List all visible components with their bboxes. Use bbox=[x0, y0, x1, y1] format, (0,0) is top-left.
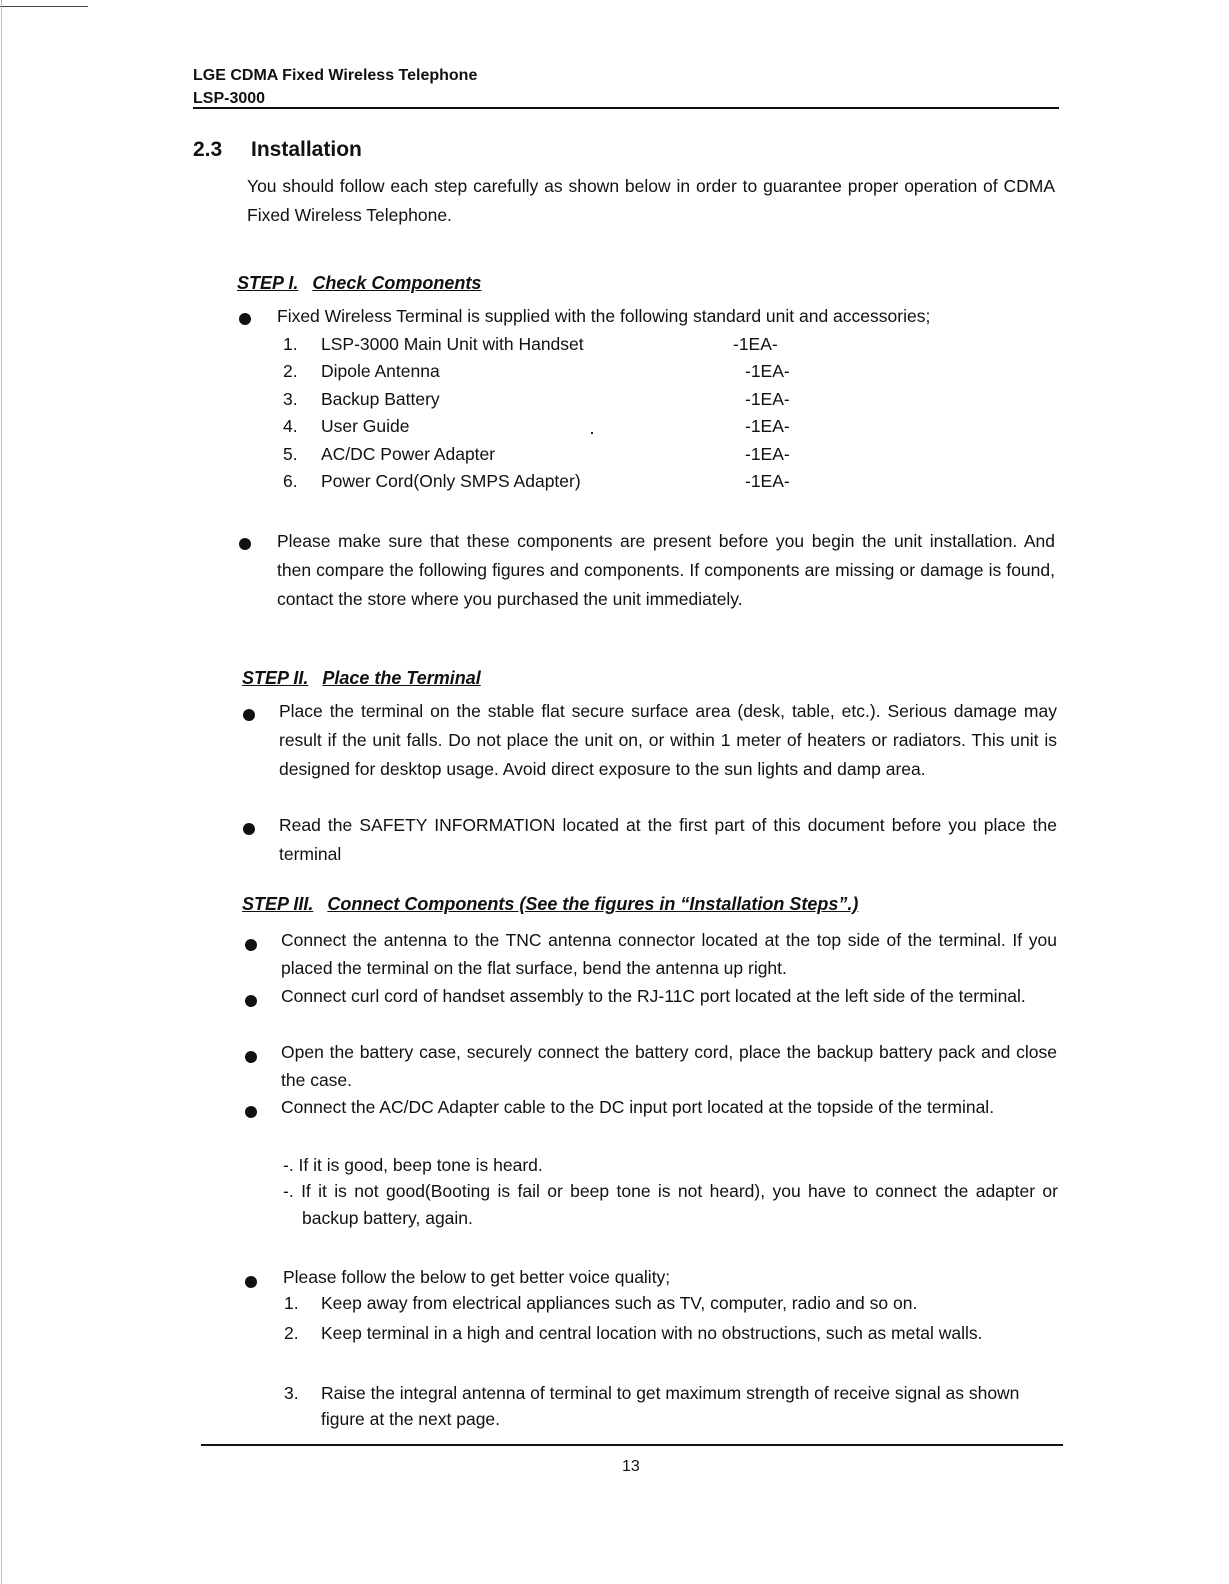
footer-rule bbox=[201, 1444, 1063, 1446]
step-3-heading bbox=[242, 894, 858, 915]
step-2-heading bbox=[242, 668, 481, 689]
list-item bbox=[283, 468, 843, 495]
quality-number: 2. bbox=[284, 1323, 299, 1343]
list-item bbox=[283, 413, 843, 440]
step-1-bullet-1: Fixed Wireless Terminal is supplied with the following standard unit and accessories; bbox=[277, 306, 931, 326]
component-name: Backup Battery bbox=[321, 388, 440, 409]
section-title: Installation bbox=[251, 138, 362, 161]
list-item bbox=[283, 441, 843, 468]
page-number: 13 bbox=[622, 1458, 640, 1475]
step-3-bullet-1: Connect the antenna to the TNC antenna connector located at the top side of the terminal. If you placed the terminal on the flat surface, bend the antenna up right. bbox=[281, 930, 1057, 978]
component-name: Dipole Antenna bbox=[321, 361, 440, 382]
step-1-title: Check Components bbox=[312, 273, 482, 293]
component-name: User Guide bbox=[321, 416, 410, 437]
component-number: 3. bbox=[283, 388, 298, 409]
component-number: 4. bbox=[283, 416, 298, 437]
step-2-bullet-2: Read the SAFETY INFORMATION located at the first part of this document before you place the terminal bbox=[279, 815, 1057, 864]
step-2-title: Place the Terminal bbox=[322, 668, 481, 688]
step-2-bullet-1: Place the terminal on the stable flat secure surface area (desk, table, etc.). Serious damage may result if the unit falls. Do not place the unit on, or within 1 meter of heaters or radiators. This unit is designed for desktop usage. Avoid direct exposure to the sun lights and damp area. bbox=[279, 701, 1057, 779]
component-number: 5. bbox=[283, 443, 298, 464]
scan-speck bbox=[591, 432, 593, 434]
step-3-title: Connect Components (See the figures in “Installation Steps”.) bbox=[327, 894, 859, 914]
section-heading bbox=[193, 138, 362, 162]
component-quantity: -1EA- bbox=[745, 361, 790, 382]
bullet-icon bbox=[243, 823, 255, 835]
list-item bbox=[283, 331, 843, 358]
components-list bbox=[283, 331, 843, 495]
component-quantity: -1EA- bbox=[745, 470, 790, 491]
step-3-label: STEP III. bbox=[242, 894, 314, 914]
list-item bbox=[284, 1320, 1059, 1372]
scan-edge-line bbox=[1, 0, 2, 1584]
bullet-icon bbox=[245, 1106, 257, 1118]
step-3-note-1: -. If it is good, beep tone is heard. bbox=[283, 1155, 543, 1175]
header-model: LSP-3000 bbox=[193, 90, 266, 107]
step-3-bullet-5: Please follow the below to get better voice quality; bbox=[283, 1267, 671, 1287]
step-2-label: STEP II. bbox=[242, 668, 309, 688]
step-3-note-2: -. If it is not good(Booting is fail or beep tone is not heard), you have to connect the adapter or backup battery, again. bbox=[283, 1181, 1058, 1228]
component-number: 2. bbox=[283, 361, 298, 382]
component-quantity: -1EA- bbox=[733, 334, 778, 354]
bullet-icon bbox=[243, 709, 255, 721]
component-number: 1. bbox=[283, 334, 298, 354]
scan-edge-mark bbox=[0, 6, 88, 7]
quality-number: 3. bbox=[284, 1383, 299, 1403]
step-1-bullet-2: Please make sure that these components are present before you begin the unit installation. And then compare the following figures and components. If components are missing or damage is found, contact the store where you purchased the unit immediately. bbox=[277, 531, 1055, 609]
component-quantity: -1EA- bbox=[745, 416, 790, 437]
step-3-bullet-3: Open the battery case, securely connect the battery cord, place the backup battery pack and close the case. bbox=[281, 1042, 1057, 1090]
list-item bbox=[283, 358, 843, 385]
header-rule bbox=[193, 107, 1059, 109]
list-item bbox=[283, 386, 843, 413]
quality-number: 1. bbox=[284, 1293, 299, 1313]
voice-quality-list bbox=[284, 1290, 1059, 1429]
component-quantity: -1EA- bbox=[745, 388, 790, 409]
component-name: AC/DC Power Adapter bbox=[321, 443, 496, 464]
bullet-icon bbox=[245, 939, 257, 951]
component-number: 6. bbox=[283, 470, 298, 491]
header-product-line: LGE CDMA Fixed Wireless Telephone bbox=[193, 67, 478, 84]
quality-text: Keep terminal in a high and central location with no obstructions, such as metal walls. bbox=[321, 1323, 983, 1343]
list-item bbox=[284, 1290, 1059, 1316]
section-number: 2.3 bbox=[193, 138, 223, 161]
document-header bbox=[193, 64, 477, 110]
list-item bbox=[284, 1380, 1059, 1432]
component-quantity: -1EA- bbox=[745, 443, 790, 464]
quality-text: Keep away from electrical appliances such as TV, computer, radio and so on. bbox=[321, 1293, 918, 1313]
section-intro: You should follow each step carefully as shown below in order to guarantee proper operation of CDMA Fixed Wireless Telephone. bbox=[247, 176, 1055, 225]
bullet-icon bbox=[239, 538, 251, 550]
step-1-label: STEP I. bbox=[237, 273, 299, 293]
bullet-icon bbox=[245, 1276, 257, 1288]
quality-text: Raise the integral antenna of terminal to get maximum strength of receive signal as shown figure at the next page. bbox=[321, 1383, 1020, 1429]
step-3-bullet-4: Connect the AC/DC Adapter cable to the DC input port located at the topside of the terminal. bbox=[281, 1097, 995, 1117]
step-3-bullet-2: Connect curl cord of handset assembly to the RJ-11C port located at the left side of the terminal. bbox=[281, 986, 1026, 1006]
bullet-icon bbox=[245, 995, 257, 1007]
component-name: Power Cord(Only SMPS Adapter) bbox=[321, 470, 581, 491]
bullet-icon bbox=[245, 1051, 257, 1063]
step-1-heading bbox=[237, 273, 481, 294]
component-name: LSP-3000 Main Unit with Handset bbox=[321, 334, 584, 354]
bullet-icon bbox=[239, 313, 251, 325]
